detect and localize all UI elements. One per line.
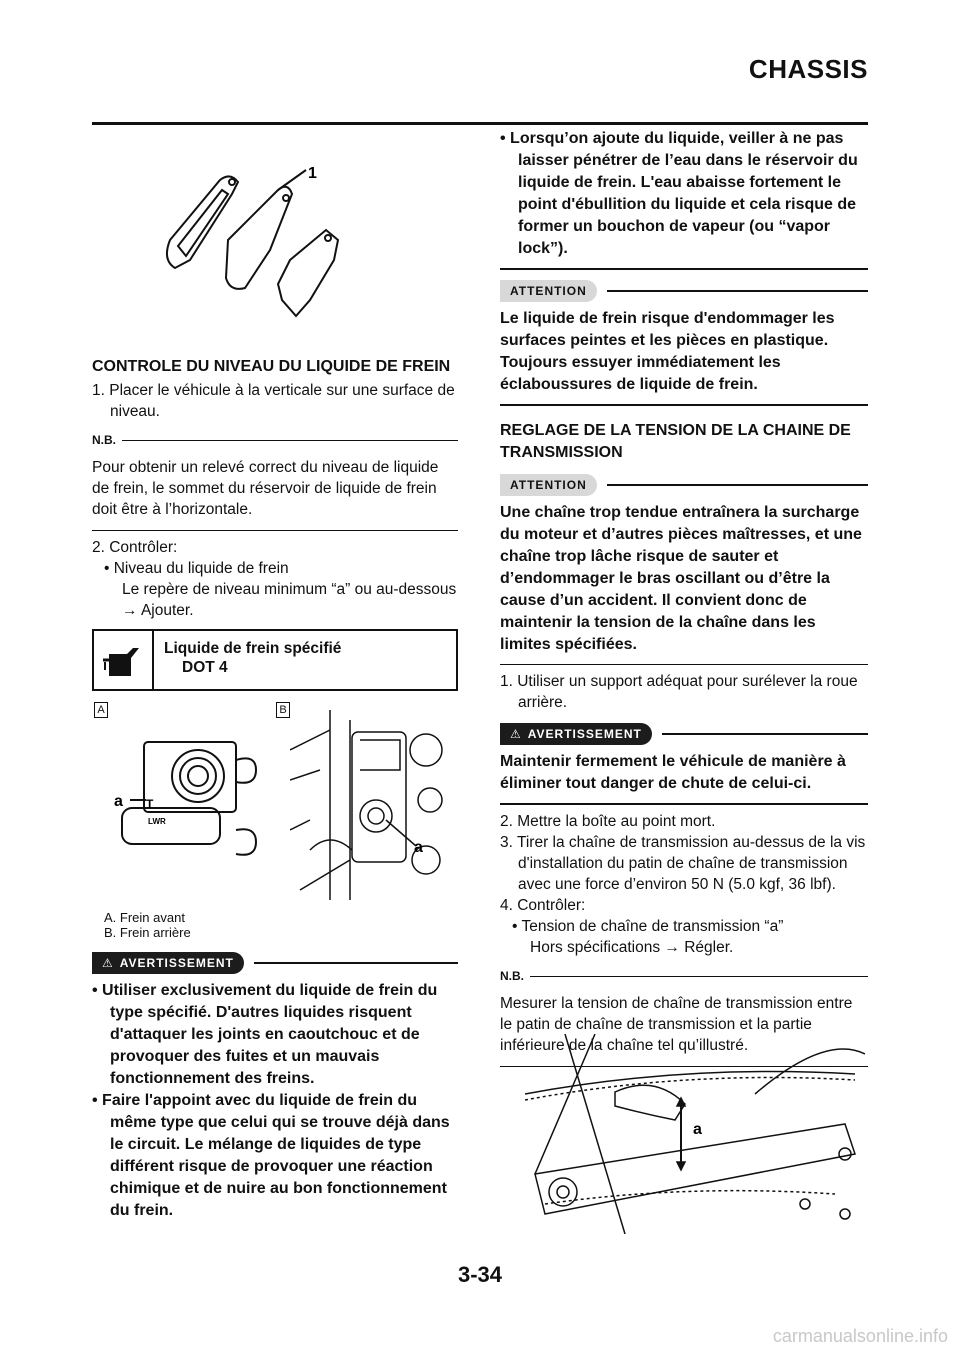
warning-header-right [500,723,868,745]
warning-text-3: • Lorsqu’on ajoute du liquide, veiller à ne pas laisser pénétrer de l’eau dans le réservoir du liquide de frein. L'eau abaisse fortement le point d'ébullition du liquide et cela risque de former un bouchon de vapeur (ou “vapor lock”). [500,130,858,257]
chain-step-4: 4. Contrôler: [500,897,586,914]
nb-header [92,430,458,451]
bullet-detail: Le repère de niveau minimum “a” ou au-dessous → Ajouter. [122,581,457,619]
warning-icon-right: ⚠ [510,726,522,741]
bullet-fluid-level: • Niveau du liquide de frein [104,560,289,577]
spec-box [92,629,458,691]
spec-value: DOT 4 [182,659,228,676]
step-2: 2. Contrôler: [92,539,178,556]
nb-text: Pour obtenir un relevé correct du niveau de liquide de frein, le sommet du réservoir de liquide de frein doit être à l’horizontale. [92,459,439,518]
fig-a-label-t: T [146,797,154,811]
section-title-brake-fluid: CONTROLE DU NIVEAU DU LIQUIDE DE FREIN [92,358,451,375]
watermark[interactable]: carmanualsonline.info [772,1326,948,1346]
step-1: 1. Placer le véhicule à la verticale sur une surface de niveau. [92,382,455,420]
nb-text-right: Mesurer la tension de chaîne de transmission entre le patin de chaîne de transmission et la partie inférieure de la chaîne tel qu’illustré. [500,995,853,1054]
caption-b: B. Frein arrière [104,925,191,940]
chain-step-1: 1. Utiliser un support adéquat pour surélever la roue arrière. [500,673,858,711]
chain-step-3: 3. Tirer la chaîne de transmission au-dessus de la vis d'installation du patin de chaîne de transmission avec une force d’environ 50 N (5.0 kgf, 36 lbf). [500,834,866,893]
left-column [92,356,458,691]
fig-b-label-a: a [414,839,423,856]
left-warning-block [92,952,458,1222]
nb-label: N.B. [92,433,116,447]
nb-header-right [500,966,868,987]
warning-text-2: • Faire l'appoint avec du liquide de frein du même type que celui qui se trouve déjà dans le circuit. Le mélange de liquides de type différent risque de provoquer une réaction chimique et de nuire au bon fonctionnement du frein. [92,1092,450,1219]
attention-text-2: Une chaîne trop tendue entraînera la surcharge du moteur et d’autres pièces maîtresses, et une chaîne trop lâche risque de sauter et d’endommager le bras oscillant ou d’être la cause d’un accident. Il convient donc de maintenir la tension de la chaîne dans les limites spécifiées. [500,504,862,653]
rear-brake-reservoir-illustration [290,710,460,906]
fig-a-label-lwr: LWR [148,817,166,826]
chain-bullet-detail: Hors spécifications → Régler. [530,939,734,956]
section-title-chain: REGLAGE DE LA TENSION DE LA CHAINE DE TRANSMISSION [500,422,851,461]
oil-can-icon [94,631,154,689]
warning-badge-right: ⚠ AVERTISSEMENT [500,723,652,745]
attention-badge-2: ATTENTION [500,474,597,496]
spec-title: Liquide de frein spécifié [164,640,342,657]
front-brake-reservoir-illustration [108,730,258,880]
warning-text-1: • Utiliser exclusivement du liquide de frein du type spécifié. D'autres liquides risquent d'attaquer les joints en caoutchouc et de provoquer des fuites et un mauvais fonctionnement des freins. [92,982,438,1087]
chain-fig-label-a: a [693,1121,702,1138]
warning-text-right: Maintenir fermement le véhicule de manière à éliminer tout danger de chute de celui-ci. [500,753,846,792]
attention-header-2 [500,474,868,496]
figure-b-tag: B [276,700,290,718]
drive-chain-illustration [505,1034,865,1234]
nb-label-right: N.B. [500,969,524,983]
brake-pads-illustration [150,160,360,330]
attention-text-1: Le liquide de frein risque d'endommager les surfaces peintes et les pièces en plastique. Toujours essuyer immédiatement les éclaboussures de liquide de frein. [500,310,835,393]
page-number: 3-34 [457,1262,503,1287]
caption-a: A. Frein avant [104,910,185,925]
chain-bullet: • Tension de chaîne de transmission “a” [512,918,784,935]
pad-label: 1 [308,165,317,182]
warning-badge: ⚠ AVERTISSEMENT [92,952,244,974]
right-column [500,128,868,1067]
fig-a-label-a: a [114,793,123,810]
header-rule [92,122,868,125]
attention-badge: ATTENTION [500,280,597,302]
chain-step-2: 2. Mettre la boîte au point mort. [500,813,716,830]
warning-header [92,952,458,974]
warning-icon: ⚠ [102,955,114,970]
figure-a-tag: A [94,700,108,718]
attention-header-1 [500,280,868,302]
page-header-title: CHASSIS [748,54,868,84]
